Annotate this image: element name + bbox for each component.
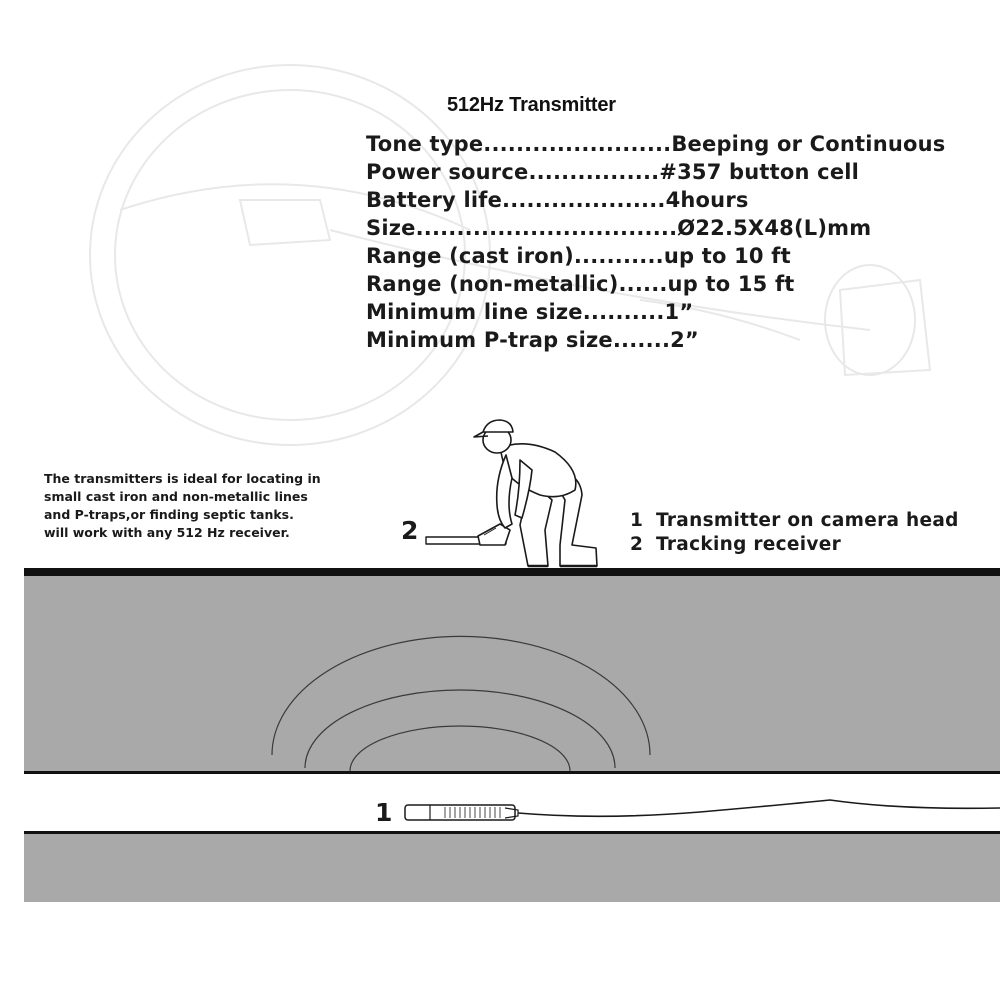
pipe-bottom-wall [24,831,1000,834]
legend-number: 2 [630,534,644,555]
callout-transmitter-number: 1 [375,798,393,827]
usage-note [44,470,321,542]
usage-note-line: The transmitters is ideal for locating in [44,471,321,486]
spec-line: Range (cast iron)...........up to 10 ft [366,244,791,268]
legend-number: 1 [630,510,644,531]
spec-line: Power source................#357 button cell [366,160,860,184]
operator-with-receiver-figure [426,420,597,566]
spec-line: Tone type.......................Beeping or Continuous [366,132,946,156]
usage-note-line: will work with any 512 Hz receiver. [44,525,290,540]
callout-receiver-number: 2 [401,516,419,545]
spec-line: Minimum line size..........1” [366,300,694,324]
legend-label: Transmitter on camera head [656,510,959,531]
legend [630,509,959,557]
pipe-top-wall [24,771,1000,774]
legend-item-transmitter [630,509,959,533]
ground-upper-layer [24,570,1000,773]
transmitter-title: 512Hz Transmitter [447,94,616,116]
legend-item-receiver [630,533,959,557]
usage-note-line: small cast iron and non-metallic lines [44,489,308,504]
spec-line: Size................................Ø22.5X48(L)mm [366,216,872,240]
spec-line: Battery life....................4hours [366,188,749,212]
usage-note-line: and P-traps,or finding septic tanks. [44,507,294,522]
ground-lower-layer [24,834,1000,902]
legend-label: Tracking receiver [656,534,842,555]
spec-line: Minimum P-trap size.......2” [366,328,699,352]
ground-surface-line [24,568,1000,576]
spec-line: Range (non-metallic)......up to 15 ft [366,272,795,296]
